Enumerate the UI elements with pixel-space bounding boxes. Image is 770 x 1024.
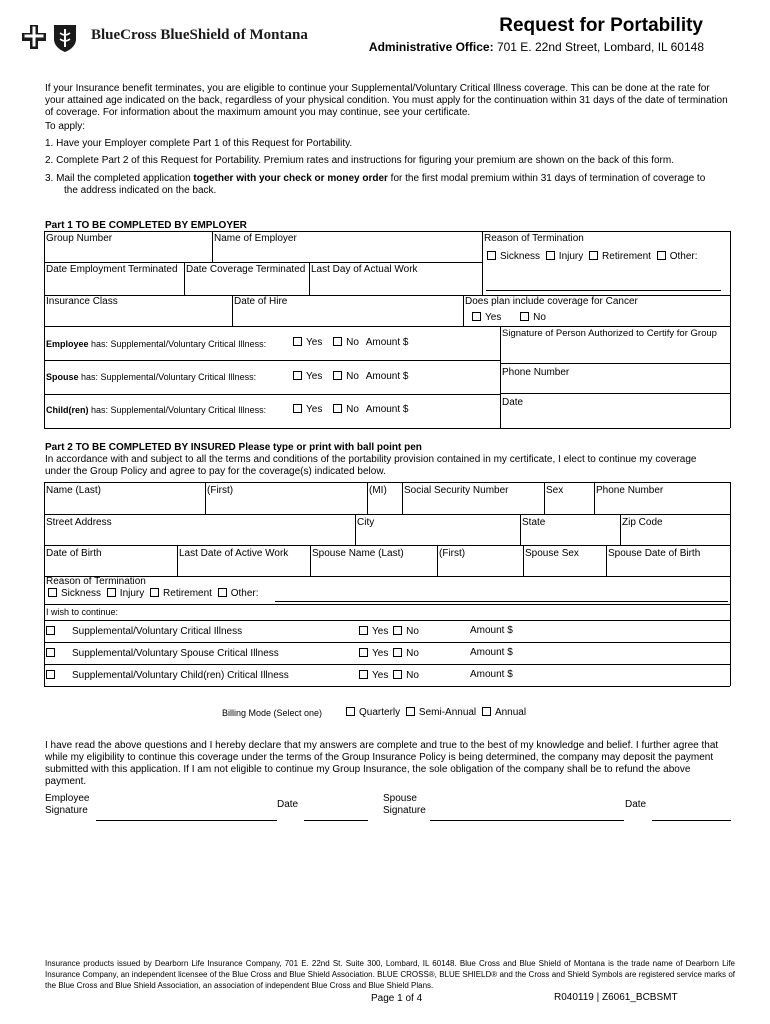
semi-annual-checkbox[interactable] (406, 707, 415, 716)
quarterly-label: Quarterly (359, 707, 401, 718)
office-address: 701 E. 22nd Street, Lombard, IL 60148 (496, 40, 704, 54)
cov2-yes-checkbox[interactable] (359, 648, 368, 657)
p2-other-checkbox[interactable] (218, 588, 227, 597)
children-yes-checkbox[interactable] (293, 404, 302, 413)
cov3-checkbox[interactable] (46, 670, 55, 679)
to-apply-label: To apply: (45, 121, 86, 132)
cov2-yes-label: Yes (372, 648, 389, 659)
children-yes-label: Yes (306, 404, 323, 415)
employee-yes-label: Yes (306, 337, 323, 348)
date-coverage-terminated-label: Date Coverage Terminated (186, 264, 306, 275)
spouse-coverage-row (46, 372, 256, 382)
spouse-word: Spouse (383, 793, 417, 804)
cov2-label: Supplemental/Voluntary Spouse Critical Illness (72, 648, 279, 659)
p1-injury-label: Injury (558, 251, 584, 262)
employee-amount-label: Amount $ (365, 337, 409, 348)
employee-signature-word: Signature (45, 805, 88, 816)
children-coverage-text: has: Supplemental/Voluntary Critical Illness: (88, 405, 267, 415)
state-label: State (522, 517, 546, 528)
quarterly-checkbox[interactable] (346, 707, 355, 716)
step-3 (45, 173, 705, 184)
cov2-amount-label: Amount $ (470, 647, 513, 658)
step-3-text-cont: for the first modal premium within 31 days of termination of coverage to (387, 173, 706, 184)
cov1-amount-label: Amount $ (470, 625, 513, 636)
last-active-work-label: Last Date of Active Work (179, 548, 289, 559)
part2-intro: In accordance with and subject to all the terms and conditions of the portability provision contained in my certificate, I elect to continue my coverage under the Group Policy and agree to pay for the coverage(s) indicated below. (45, 454, 697, 477)
cov2-no-label: No (406, 648, 419, 659)
spouse-label: Spouse (46, 372, 79, 382)
brand-name: BlueCross BlueShield of Montana (91, 27, 308, 43)
spouse-no-label: No (346, 371, 359, 382)
employee-no-checkbox[interactable] (333, 337, 342, 346)
street-address-label: Street Address (46, 517, 112, 528)
children-no-label: No (346, 404, 359, 415)
employee-signature-label (45, 793, 89, 817)
children-coverage-row (46, 405, 266, 415)
employee-no-label: No (346, 337, 359, 348)
cov3-yes-checkbox[interactable] (359, 670, 368, 679)
p1-sickness-checkbox[interactable] (487, 251, 496, 260)
p2-sickness-checkbox[interactable] (48, 588, 57, 597)
spouse-yes-label: Yes (306, 371, 323, 382)
part1-heading: Part 1 TO BE COMPLETED BY EMPLOYER (45, 220, 247, 231)
cov3-no-label: No (406, 670, 419, 681)
p1-termination-options (487, 251, 698, 262)
p2-sickness-label: Sickness (61, 588, 102, 599)
sex-label: Sex (546, 485, 564, 496)
children-amount-label: Amount $ (365, 404, 409, 415)
spouse-yes-checkbox[interactable] (293, 371, 302, 380)
p2-injury-label: Injury (119, 588, 145, 599)
cov2-checkbox[interactable] (46, 648, 55, 657)
spouse-coverage-options (293, 371, 409, 382)
spouse-sex-label: Spouse Sex (525, 548, 579, 559)
p2-phone-label: Phone Number (596, 485, 664, 496)
spouse-date-label: Date (625, 799, 647, 810)
p1-retirement-label: Retirement (602, 251, 651, 262)
footer-disclaimer: Insurance products issued by Dearborn Life Insurance Company, 701 E. 22nd St. Suite 300, Lombard, IL 60148. Blue Cross and Blue Shield of Montana is the trade name of Dearborn Life Insurance Company, an independent licensee of the Blue Cross and Blue Shield Association. BLUE CROSS®, BLUE SHIELD® and the Cross and Shield Symbols are registered service marks of the Blue Cross and Blue Shield Association, an association of independent Blue Cross and Blue Shield Plans. (45, 959, 735, 990)
billing-mode-options (346, 707, 526, 718)
zip-code-label: Zip Code (622, 517, 663, 528)
cancer-yes-label: Yes (485, 312, 502, 323)
cov1-no-checkbox[interactable] (393, 626, 402, 635)
p1-retirement-checkbox[interactable] (589, 251, 598, 260)
intro-paragraph: If your Insurance benefit terminates, you are eligible to continue your Supplemental/Voluntary Critical Illness coverage. This can be done at the rate for your attained age indicated on the back, regardless of your physical condition. You must apply for the continuation within 31 days of the date of termination of coverage. For information about the maximum amount you may continue, see your certificate. (45, 83, 728, 118)
insurance-class-label: Insurance Class (46, 296, 118, 307)
bcbs-logo (22, 22, 84, 54)
name-of-employer-label: Name of Employer (214, 233, 297, 244)
p2-other-label: Other: (230, 588, 259, 599)
employee-coverage-text: has: Supplemental/Voluntary Critical Illness: (88, 339, 267, 349)
page-number: Page 1 of 4 (371, 993, 423, 1004)
cov2-options (359, 648, 419, 659)
children-label: Child(ren) (46, 405, 89, 415)
phone-number-label: Phone Number (502, 367, 570, 378)
semi-annual-label: Semi-Annual (418, 707, 477, 718)
cancer-coverage-options (472, 312, 546, 323)
spouse-name-last-label: Spouse Name (Last) (312, 548, 404, 559)
employee-label: Employee (46, 339, 89, 349)
cov1-checkbox[interactable] (46, 626, 55, 635)
children-no-checkbox[interactable] (333, 404, 342, 413)
spouse-signature-label (383, 793, 426, 817)
spouse-amount-label: Amount $ (365, 371, 409, 382)
spouse-signature-word: Signature (383, 805, 426, 816)
wish-to-continue-label: I wish to continue: (46, 607, 119, 617)
declaration-text: I have read the above questions and I hereby declare that my answers are complete and true to the best of my knowledge and belief. I further agree that while my eligibility to continue this coverage under the terms of the Group Insurance Policy is being determined, the company may deposit the payment submitted with this application. If I am not eligible to continue my Group Insurance, the sole obligation of the company shall be to refund the above payment. (45, 740, 719, 787)
employee-coverage-options (293, 337, 409, 348)
p2-termination-options (48, 588, 259, 599)
p2-reason-label: Reason of Termination (46, 576, 146, 587)
cancer-yes-checkbox[interactable] (472, 312, 481, 321)
p2-injury-checkbox[interactable] (107, 588, 116, 597)
step-3-text: 3. Mail the completed application (45, 173, 194, 184)
cov1-label: Supplemental/Voluntary Critical Illness (72, 626, 243, 637)
administrative-office (369, 40, 704, 54)
name-last-label: Name (Last) (46, 485, 102, 496)
p2-retirement-label: Retirement (163, 588, 212, 599)
cross-shield-icon (22, 22, 84, 54)
employee-coverage-row (46, 339, 266, 349)
billing-mode-label: Billing Mode (Select one) (222, 708, 323, 718)
cov3-yes-label: Yes (372, 670, 389, 681)
date-of-hire-label: Date of Hire (234, 296, 288, 307)
cov2-no-checkbox[interactable] (393, 648, 402, 657)
city-label: City (357, 517, 375, 528)
employee-yes-checkbox[interactable] (293, 337, 302, 346)
spouse-first-label: (First) (439, 548, 466, 559)
spouse-dob-label: Spouse Date of Birth (608, 548, 701, 559)
p1-injury-checkbox[interactable] (546, 251, 555, 260)
cov3-label: Supplemental/Voluntary Child(ren) Critical Illness (72, 670, 289, 681)
spouse-date-line[interactable] (652, 820, 731, 821)
p1-sickness-label: Sickness (500, 251, 541, 262)
office-label: Administrative Office: (368, 40, 494, 54)
annual-checkbox[interactable] (482, 707, 491, 716)
cov1-yes-checkbox[interactable] (359, 626, 368, 635)
name-mi-label: (MI) (369, 485, 387, 496)
group-number-label: Group Number (46, 233, 113, 244)
cancer-no-checkbox[interactable] (520, 312, 529, 321)
employee-signature-line[interactable] (96, 820, 277, 821)
date-of-birth-label: Date of Birth (46, 548, 102, 559)
name-first-label: (First) (207, 485, 234, 496)
spouse-signature-line[interactable] (430, 820, 624, 821)
spouse-coverage-text: has: Supplemental/Voluntary Critical Illness: (78, 372, 257, 382)
p2-retirement-checkbox[interactable] (150, 588, 159, 597)
part2-heading: Part 2 TO BE COMPLETED BY INSURED Please type or print with ball point pen (45, 442, 422, 453)
step-1: 1. Have your Employer complete Part 1 of this Request for Portability. (45, 138, 353, 149)
form-code: R040119 | Z6061_BCBSMT (554, 992, 678, 1003)
ssn-label: Social Security Number (404, 485, 509, 496)
cov1-no-label: No (406, 626, 419, 637)
children-coverage-options (293, 404, 409, 415)
authorized-signature-label: Signature of Person Authorized to Certify for Group (502, 328, 717, 339)
p1-date-label: Date (502, 397, 524, 408)
cov3-no-checkbox[interactable] (393, 670, 402, 679)
step-3-continuation: the address indicated on the back. (64, 185, 217, 196)
cov1-yes-label: Yes (372, 626, 389, 637)
p1-other-checkbox[interactable] (657, 251, 666, 260)
cov3-options (359, 670, 419, 681)
reason-of-termination-label: Reason of Termination (484, 233, 584, 244)
employee-date-label: Date (277, 799, 299, 810)
form-title: Request for Portability (499, 15, 703, 36)
cov1-options (359, 626, 419, 637)
employee-date-line[interactable] (304, 820, 368, 821)
cov3-amount-label: Amount $ (470, 669, 513, 680)
last-day-actual-work-label: Last Day of Actual Work (311, 264, 418, 275)
cancer-coverage-label: Does plan include coverage for Cancer (465, 296, 638, 307)
cancer-no-label: No (533, 312, 546, 323)
date-employment-terminated-label: Date Employment Terminated (46, 264, 178, 275)
p1-other-label: Other: (669, 251, 698, 262)
step-3-emphasis: together with your check or money order (193, 173, 388, 184)
employee-word: Employee (45, 793, 90, 804)
spouse-no-checkbox[interactable] (333, 371, 342, 380)
step-2: 2. Complete Part 2 of this Request for Portability. Premium rates and instructions for figuring your premium are shown on the back of this form. (45, 155, 674, 166)
annual-label: Annual (494, 707, 527, 718)
